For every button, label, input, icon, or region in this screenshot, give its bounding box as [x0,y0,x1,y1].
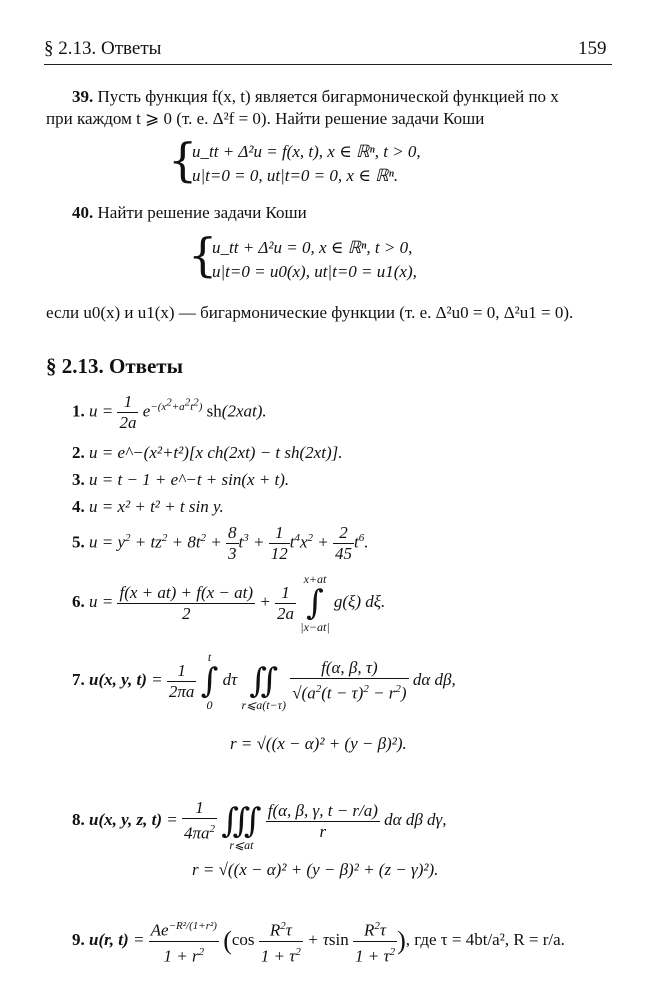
answer-9: 9. u(r, t) = $\frac{Ae^{-R^2/(1+r^2)}}{1 + r^2}$ (cos $\frac{R^2\tau}{1 + \tau^2}$ + τsin $\frac{R^2\tau}{1 + \tau^2}$ ), где τ = 4bt/a², R = r/a. [72,916,565,966]
problem-39-number: 39. [72,87,94,106]
fraction: $\frac{1}{2a}$ [119,392,137,432]
answer-2: 2. u = e^−(x²+t²)[x ch(2xt) − t sh(2xt)]. [72,443,343,462]
problem-40-line1 [72,202,307,224]
integral: t ∫ 0 [200,650,219,712]
problem-39-line1 [72,86,559,108]
system-brace: { [168,133,198,187]
answer-7: 7. u(x, y, t) = $\frac{1}{2\pi a}$ t ∫ 0 dτ ∬ r⩽a(t−τ) $\frac{f(\alpha, \beta, \tau)}{√(a^2(t - \tau)^2 - r^2)}$ dα dβ, [72,650,456,712]
problem-40-number: 40. [72,203,94,222]
answer-5: 5. $u = y^2 + tz^2 + 8t^2$ + $\frac{8}{3}$ $t^3$ + $\frac{1}{12}$ $t^4x^2$ + $\frac{2}{45}$ $t^6$. [72,523,369,563]
answer-4: 4. u = x² + t² + t sin y. [72,497,224,516]
problem-39-line2: при каждом t ⩾ 0 (т. е. Δ²f = 0). Найти решение задачи Коши [46,109,485,128]
page-number: 159 [578,38,607,59]
answer-8-r: r = √((x − α)² + (y − β)² + (z − γ)²). [192,860,439,879]
problem-39-text1: Пусть функция f(x, t) является бигармонической функцией по x [97,87,559,106]
header-rule [44,64,612,65]
answer-6: 6. u = $\frac{f(x + at) + f(x - at)}{2}$ + $\frac{1}{2a}$ x+at ∫ |x−at| g(ξ) dξ. [72,572,386,634]
double-integral: ∬ r⩽a(t−τ) [241,661,286,712]
problem-39-eq2: u|t=0 = 0, ut|t=0 = 0, x ∈ ℝⁿ. [192,166,399,185]
answer-7-r: r = √((x − α)² + (y − β)²). [230,734,407,753]
answer-3: 3. u = t − 1 + e^−t + sin(x + t). [72,470,290,489]
answer-1: 1. u = $\frac{1}{2a}$ $e^{-(x^2+a^2t^2)}$ sh(2xat). [72,392,267,432]
system-brace: { [188,228,218,282]
answer-8: 8. u(x, y, z, t) = $\frac{1}{4\pi a^2}$ ∭ r⩽at $\frac{f(\alpha, \beta, \gamma, t - r/a)}{r}$ dα dβ dγ, [72,790,447,852]
integral: x+at ∫ |x−at| [300,572,330,634]
problem-40-eq1: u_tt + Δ²u = 0, x ∈ ℝⁿ, t > 0, [212,238,413,257]
section-title: § 2.13. Ответы [46,354,184,378]
problem-39-eq1: u_tt + Δ²u = f(x, t), x ∈ ℝⁿ, t > 0, [192,142,421,161]
triple-integral: ∭ r⩽at [221,801,262,852]
running-header-section: § 2.13. Ответы [44,38,162,59]
problem-40-text1: Найти решение задачи Коши [97,203,307,222]
problem-40-line2: если u0(x) и u1(x) — бигармонические функции (т. е. Δ²u0 = 0, Δ²u1 = 0). [46,303,574,322]
problem-40-eq2: u|t=0 = u0(x), ut|t=0 = u1(x), [212,262,417,281]
